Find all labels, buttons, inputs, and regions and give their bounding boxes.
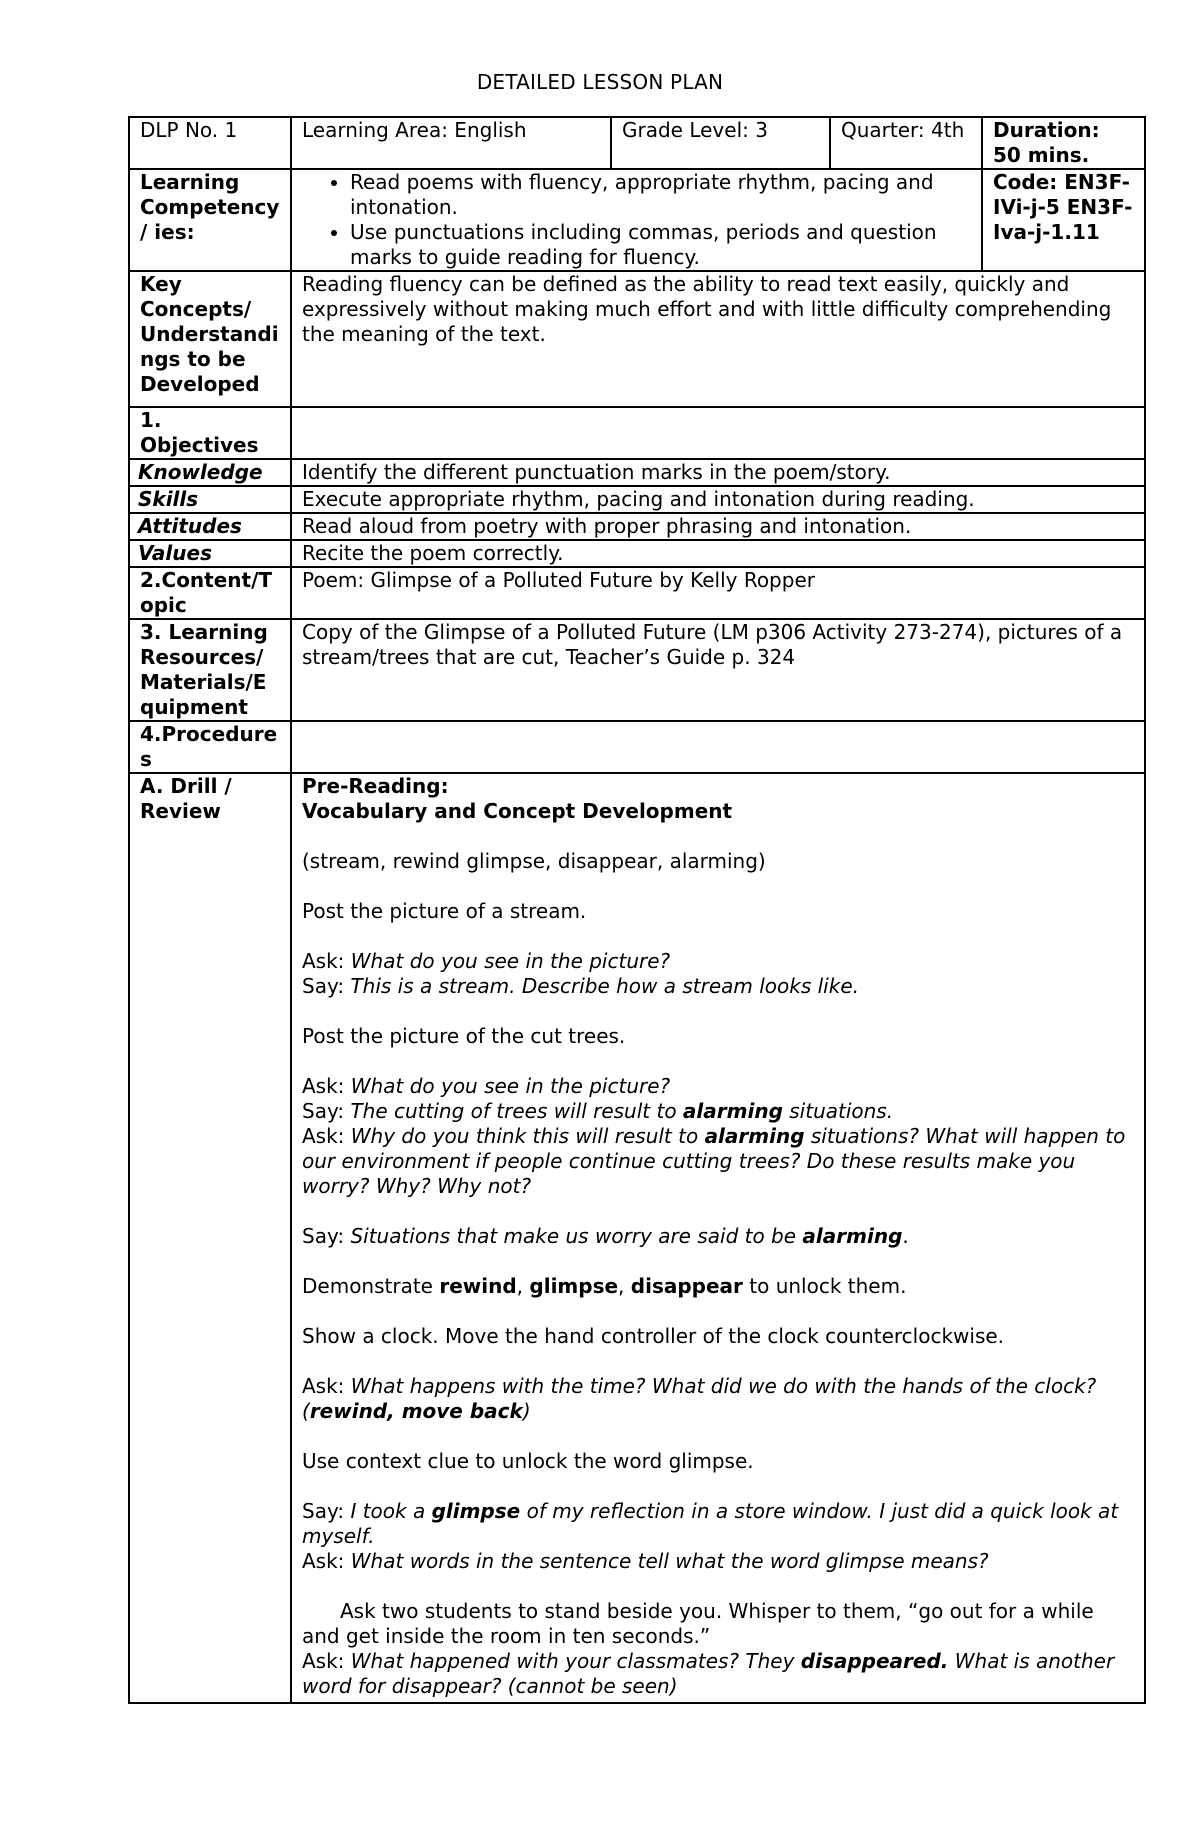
say-line: Say: This is a stream. Describe how a stream looks like.	[302, 974, 859, 998]
drill-row	[129, 773, 1145, 1703]
document-title: DETAILED LESSON PLAN	[476, 70, 724, 94]
context-clue-instruction: Use context clue to unlock the word glimpse.	[302, 1449, 754, 1473]
key-concepts-label: Key Concepts/ Understandings to be Developed	[129, 271, 291, 407]
post-trees-instruction: Post the picture of the cut trees.	[302, 1024, 626, 1048]
procedures-row	[129, 721, 1145, 773]
values-text: Recite the poem correctly.	[291, 540, 1145, 567]
ask-line: Ask: Why do you think this will result to alarming situations? What will happen to our environment if people continue cutting trees? Do these results make you worry? Why? Why not?	[302, 1124, 1126, 1198]
lesson-plan-table	[128, 116, 1146, 1704]
resources-label: 3. Learning Resources/ Materials/Equipment	[129, 619, 291, 721]
attitudes-text: Read aloud from poetry with proper phrasing and intonation.	[291, 513, 1145, 540]
learning-area: Learning Area: English	[291, 117, 611, 169]
grade-level: Grade Level: 3	[611, 117, 830, 169]
demonstrate-line: Demonstrate rewind, glimpse, disappear to unlock them.	[302, 1274, 907, 1298]
skills-label: Skills	[129, 486, 291, 513]
skills-row	[129, 486, 1145, 513]
ask-line: Ask: What happens with the time? What did we do with the hands of the clock? (rewind, move back)	[302, 1374, 1097, 1423]
pre-reading-heading: Pre-Reading:	[302, 774, 449, 798]
ask-line: Ask: What do you see in the picture?	[302, 1074, 671, 1098]
key-concepts-text: Reading fluency can be defined as the ability to read text easily, quickly and expressively without making much effort and with little difficulty comprehending the meaning of the text.	[291, 271, 1145, 407]
say-line: Say: I took a glimpse of my reflection in a store window. I just did a quick look at myself.	[302, 1499, 1119, 1548]
competency-label: Learning Competency / ies:	[129, 169, 291, 271]
procedures-empty-cell	[291, 721, 1145, 773]
objectives-label: 1. Objectives	[129, 407, 291, 459]
quarter: Quarter: 4th	[830, 117, 982, 169]
header-row	[129, 117, 1145, 169]
drill-label: A. Drill / Review	[129, 773, 291, 1703]
competency-code: Code: EN3F-IVi-j-5 EN3F-Iva-j-1.11	[982, 169, 1145, 271]
knowledge-text: Identify the different punctuation marks in the poem/story.	[291, 459, 1145, 486]
competency-item: • Use punctuations including commas, periods and question marks to guide reading for fluency.	[350, 220, 971, 270]
vocabulary-words: (stream, rewind glimpse, disappear, alarming)	[302, 849, 766, 873]
values-label: Values	[129, 540, 291, 567]
competency-list-cell	[291, 169, 982, 271]
procedures-label: 4.Procedures	[129, 721, 291, 773]
content-label: 2.Content/Topic	[129, 567, 291, 619]
ask-line: Ask: What happened with your classmates? They disappeared. What is another word for disappear? (cannot be seen)	[302, 1649, 1115, 1698]
competency-row	[129, 169, 1145, 271]
knowledge-label: Knowledge	[129, 459, 291, 486]
drill-content	[291, 773, 1145, 1703]
competency-item: • Read poems with fluency, appropriate rhythm, pacing and intonation.	[350, 170, 971, 220]
whisper-instruction: Ask two students to stand beside you. Whisper to them, “go out for a while and get inside the room in ten seconds.”	[302, 1599, 1094, 1648]
content-row	[129, 567, 1145, 619]
clock-instruction: Show a clock. Move the hand controller of the clock counterclockwise.	[302, 1324, 1005, 1348]
say-line: Say: Situations that make us worry are said to be alarming.	[302, 1224, 909, 1248]
dlp-number: DLP No. 1	[129, 117, 291, 169]
ask-line: Ask: What words in the sentence tell what the word glimpse means?	[302, 1549, 989, 1573]
resources-text: Copy of the Glimpse of a Polluted Future (LM p306 Activity 273-274), pictures of a stream/trees that are cut, Teacher’s Guide p. 324	[291, 619, 1145, 721]
ask-line: Ask: What do you see in the picture?	[302, 949, 671, 973]
attitudes-row	[129, 513, 1145, 540]
duration: Duration: 50 mins.	[982, 117, 1145, 169]
objectives-row	[129, 407, 1145, 459]
objectives-empty-cell	[291, 407, 1145, 459]
post-stream-instruction: Post the picture of a stream.	[302, 899, 587, 923]
content-text: Poem: Glimpse of a Polluted Future by Kelly Ropper	[291, 567, 1145, 619]
resources-row	[129, 619, 1145, 721]
say-line: Say: The cutting of trees will result to alarming situations.	[302, 1099, 894, 1123]
skills-text: Execute appropriate rhythm, pacing and intonation during reading.	[291, 486, 1145, 513]
attitudes-label: Attitudes	[129, 513, 291, 540]
knowledge-row	[129, 459, 1145, 486]
vocabulary-heading: Vocabulary and Concept Development	[302, 799, 733, 823]
values-row	[129, 540, 1145, 567]
key-concepts-row	[129, 271, 1145, 407]
